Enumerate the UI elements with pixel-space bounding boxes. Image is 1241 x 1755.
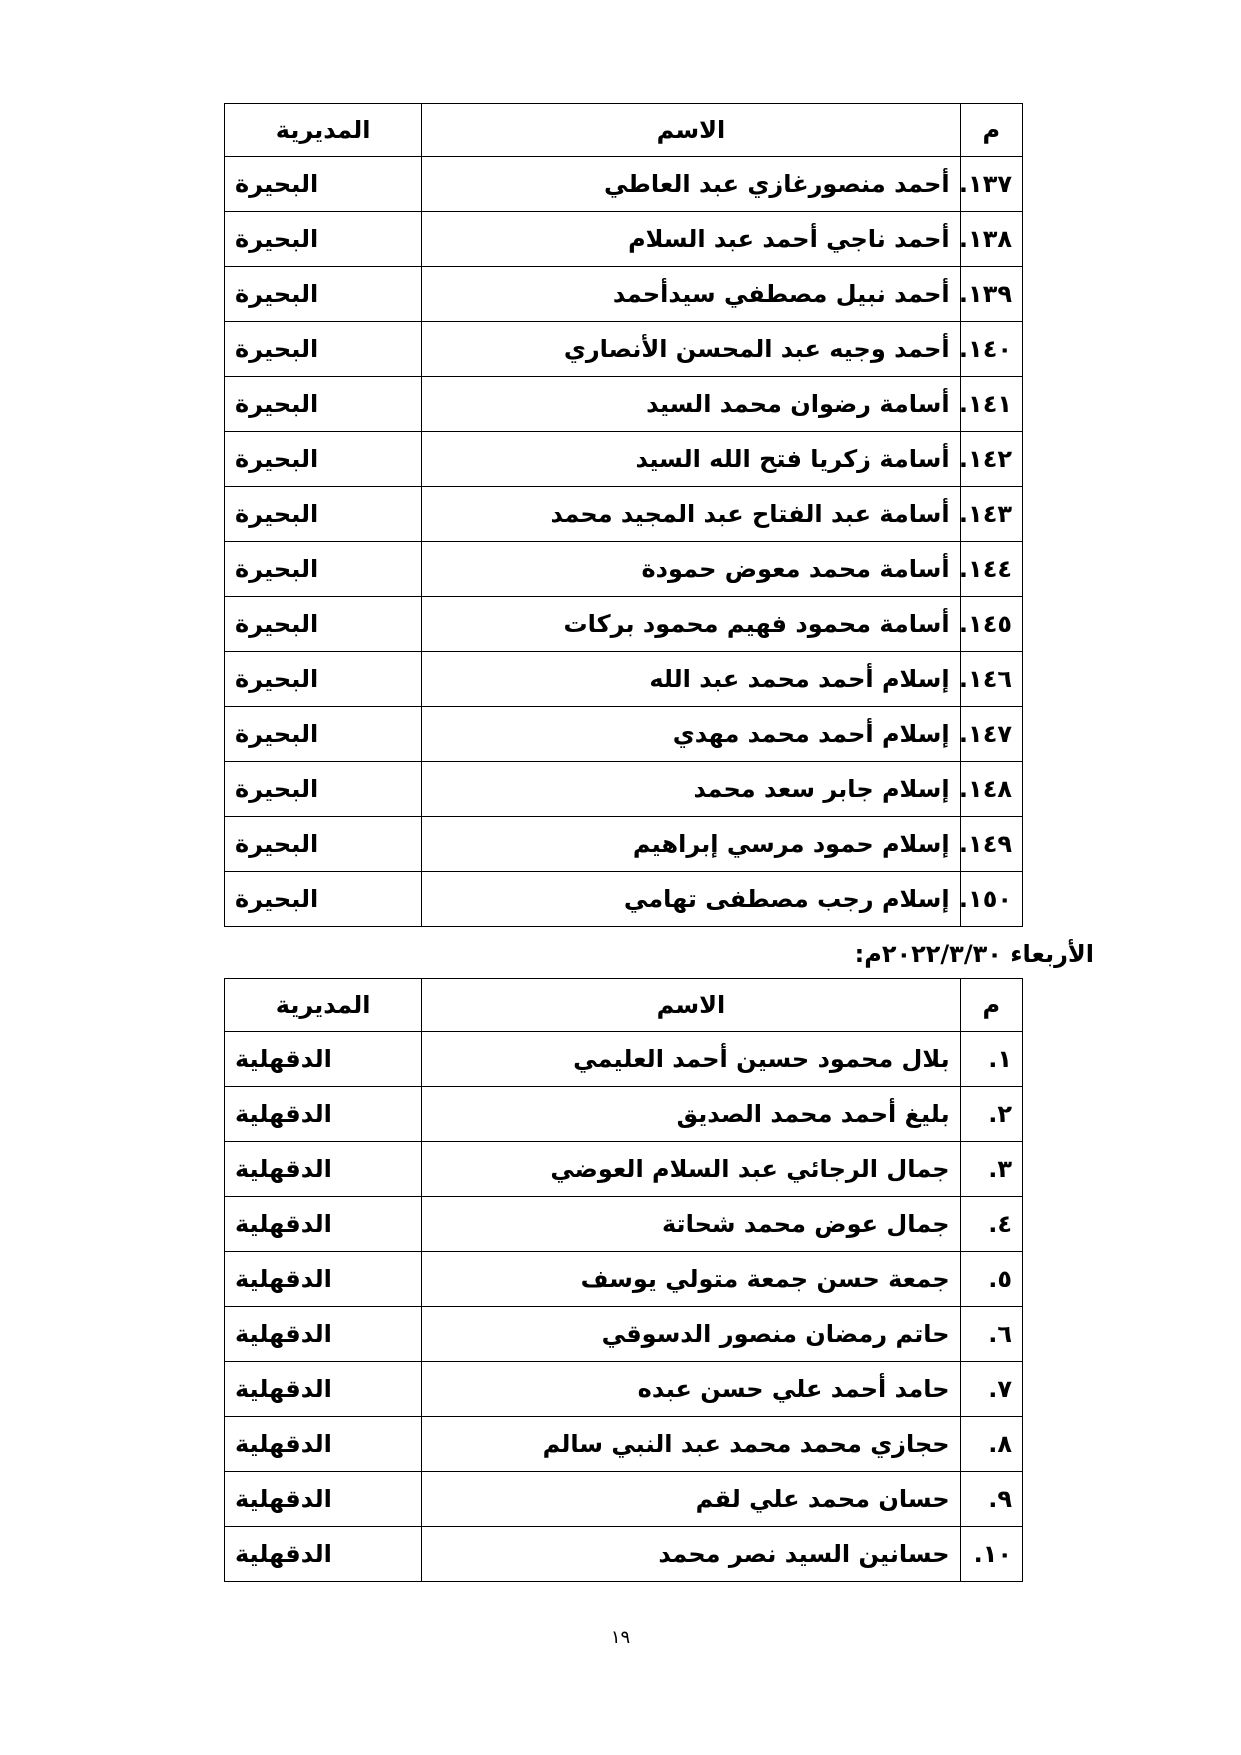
table-row <box>225 707 1023 762</box>
table-row <box>225 377 1023 432</box>
row-directorate: البحيرة <box>225 322 422 377</box>
row-number: ١٤٢. <box>960 432 1022 487</box>
row-name: حسان محمد علي لقم <box>422 1472 960 1527</box>
row-number: ١٤٤. <box>960 542 1022 597</box>
row-number: ١٤٠. <box>960 322 1022 377</box>
row-name: أحمد وجيه عبد المحسن الأنصاري <box>422 322 960 377</box>
row-number: ١٤٣. <box>960 487 1022 542</box>
row-name: إسلام أحمد محمد عبد الله <box>422 652 960 707</box>
row-directorate: البحيرة <box>225 872 422 927</box>
row-number: ٥. <box>960 1252 1022 1307</box>
table-row <box>225 1142 1023 1197</box>
table-row <box>225 1032 1023 1087</box>
row-name: أحمد منصورغازي عبد العاطي <box>422 157 960 212</box>
table-body <box>225 1032 1023 1582</box>
row-number: ١٣٧. <box>960 157 1022 212</box>
table-row <box>225 1197 1023 1252</box>
row-name: أسامة عبد الفتاح عبد المجيد محمد <box>422 487 960 542</box>
row-directorate: البحيرة <box>225 487 422 542</box>
row-name: إسلام أحمد محمد مهدي <box>422 707 960 762</box>
row-directorate: البحيرة <box>225 762 422 817</box>
table-row <box>225 762 1023 817</box>
header-number: م <box>960 104 1022 157</box>
row-number: ٦. <box>960 1307 1022 1362</box>
table-row <box>225 1472 1023 1527</box>
header-name: الاسم <box>422 104 960 157</box>
header-directorate: المديرية <box>225 979 422 1032</box>
row-directorate: البحيرة <box>225 212 422 267</box>
row-number: ٤. <box>960 1197 1022 1252</box>
row-number: ٨. <box>960 1417 1022 1472</box>
row-directorate: الدقهلية <box>225 1142 422 1197</box>
table-row <box>225 1252 1023 1307</box>
header-name: الاسم <box>422 979 960 1032</box>
table-header-row <box>225 979 1023 1032</box>
row-number: ١٤٧. <box>960 707 1022 762</box>
row-directorate: الدقهلية <box>225 1527 422 1582</box>
row-directorate: الدقهلية <box>225 1087 422 1142</box>
row-number: ١٤٥. <box>960 597 1022 652</box>
row-number: ١. <box>960 1032 1022 1087</box>
row-name: أسامة محمود فهيم محمود بركات <box>422 597 960 652</box>
row-directorate: الدقهلية <box>225 1307 422 1362</box>
row-name: جمال عوض محمد شحاتة <box>422 1197 960 1252</box>
row-directorate: البحيرة <box>225 652 422 707</box>
row-name: إسلام رجب مصطفى تهامي <box>422 872 960 927</box>
page-number: ١٩ <box>610 1627 631 1648</box>
row-directorate: البحيرة <box>225 157 422 212</box>
table-row <box>225 1307 1023 1362</box>
row-name: حامد أحمد علي حسن عبده <box>422 1362 960 1417</box>
header-directorate: المديرية <box>225 104 422 157</box>
table-row <box>225 212 1023 267</box>
row-name: جمال الرجائي عبد السلام العوضي <box>422 1142 960 1197</box>
row-directorate: الدقهلية <box>225 1362 422 1417</box>
table-row <box>225 432 1023 487</box>
table-row <box>225 1417 1023 1472</box>
row-name: أسامة زكريا فتح الله السيد <box>422 432 960 487</box>
row-number: ١٣٨. <box>960 212 1022 267</box>
row-number: ١٤٩. <box>960 817 1022 872</box>
row-directorate: البحيرة <box>225 817 422 872</box>
table-header-row <box>225 104 1023 157</box>
row-number: ١٠. <box>960 1527 1022 1582</box>
table-row <box>225 817 1023 872</box>
row-number: ١٣٩. <box>960 267 1022 322</box>
row-name: أحمد ناجي أحمد عبد السلام <box>422 212 960 267</box>
table-row <box>225 597 1023 652</box>
row-name: أسامة محمد معوض حمودة <box>422 542 960 597</box>
table-row <box>225 487 1023 542</box>
table-row <box>225 542 1023 597</box>
row-directorate: الدقهلية <box>225 1472 422 1527</box>
row-number: ٩. <box>960 1472 1022 1527</box>
table-row <box>225 652 1023 707</box>
row-directorate: البحيرة <box>225 267 422 322</box>
row-name: حسانين السيد نصر محمد <box>422 1527 960 1582</box>
participants-table-beheira <box>224 103 1023 927</box>
row-name: بليغ أحمد محمد الصديق <box>422 1087 960 1142</box>
row-number: ١٤٦. <box>960 652 1022 707</box>
row-name: جمعة حسن جمعة متولي يوسف <box>422 1252 960 1307</box>
table-row <box>225 322 1023 377</box>
table-row <box>225 872 1023 927</box>
row-directorate: البحيرة <box>225 597 422 652</box>
row-name: إسلام جابر سعد محمد <box>422 762 960 817</box>
table-row <box>225 1087 1023 1142</box>
table-row <box>225 1527 1023 1582</box>
row-directorate: البحيرة <box>225 707 422 762</box>
row-directorate: البحيرة <box>225 377 422 432</box>
row-number: ١٤٨. <box>960 762 1022 817</box>
table-row <box>225 1362 1023 1417</box>
header-number: م <box>960 979 1022 1032</box>
row-directorate: الدقهلية <box>225 1417 422 1472</box>
participants-table-dakahlia <box>224 978 1023 1582</box>
row-directorate: البحيرة <box>225 432 422 487</box>
row-name: أسامة رضوان محمد السيد <box>422 377 960 432</box>
row-directorate: الدقهلية <box>225 1197 422 1252</box>
row-name: إسلام حمود مرسي إبراهيم <box>422 817 960 872</box>
table-body <box>225 157 1023 927</box>
row-number: ٣. <box>960 1142 1022 1197</box>
table-row <box>225 267 1023 322</box>
row-name: أحمد نبيل مصطفي سيدأحمد <box>422 267 960 322</box>
row-directorate: البحيرة <box>225 542 422 597</box>
row-number: ٧. <box>960 1362 1022 1417</box>
row-name: بلال محمود حسين أحمد العليمي <box>422 1032 960 1087</box>
row-number: ٢. <box>960 1087 1022 1142</box>
table-row <box>225 157 1023 212</box>
date-heading: الأربعاء ٢٠٢٢/٣/٣٠م: <box>854 940 1094 968</box>
row-directorate: الدقهلية <box>225 1252 422 1307</box>
row-name: حجازي محمد محمد عبد النبي سالم <box>422 1417 960 1472</box>
row-directorate: الدقهلية <box>225 1032 422 1087</box>
row-number: ١٤١. <box>960 377 1022 432</box>
row-number: ١٥٠. <box>960 872 1022 927</box>
row-name: حاتم رمضان منصور الدسوقي <box>422 1307 960 1362</box>
